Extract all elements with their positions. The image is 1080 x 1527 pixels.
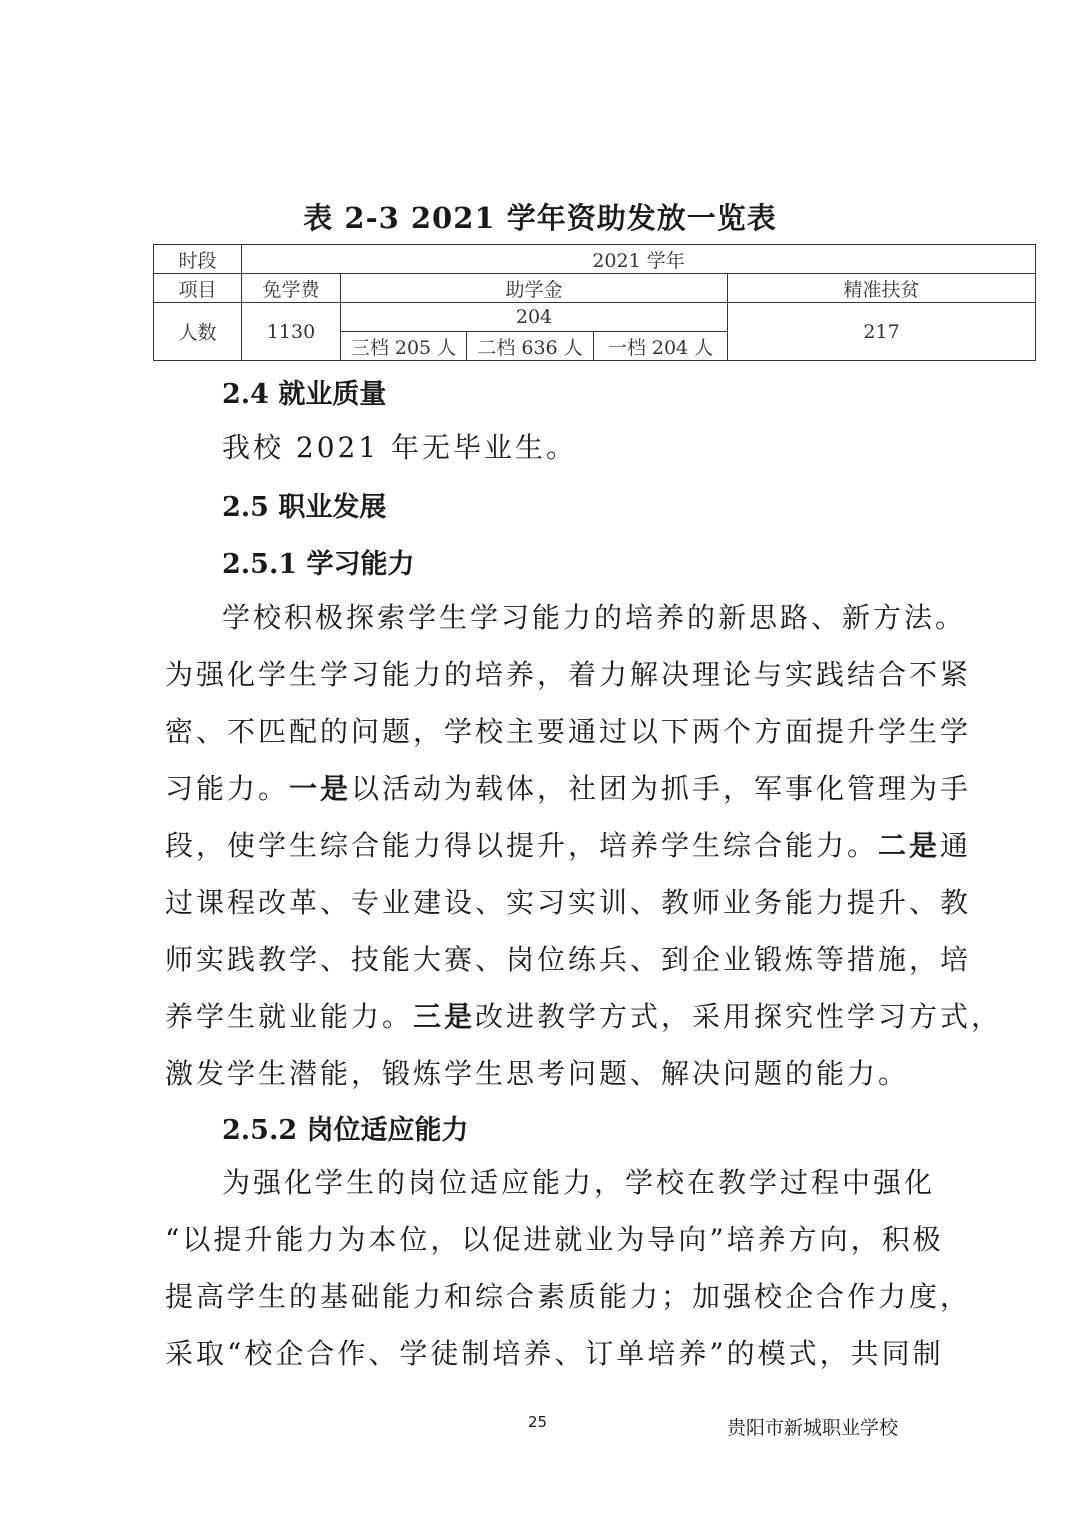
- paragraph-line: 采取“校企合作、学徒制培养、订单培养”的模式，共同制: [165, 1337, 944, 1370]
- point-two-label: 二是: [878, 829, 941, 862]
- paragraph-line: 激发学生潜能，锻炼学生思考问题、解决问题的能力。: [165, 1057, 910, 1090]
- poverty-relief-count: 217: [728, 303, 1036, 361]
- grant-tier1-count: 一档 204 人: [594, 332, 728, 361]
- row-label-item: 项目: [154, 274, 242, 303]
- paragraph-line: 过课程改革、专业建设、实习实训、教师业务能力提升、教: [165, 886, 972, 919]
- header-poverty-relief: 精准扶贫: [728, 274, 1036, 303]
- section-2-5-heading: 2.5 职业发展: [222, 492, 387, 523]
- header-tuition-exemption: 免学费: [242, 274, 341, 303]
- section-2-5-1-paragraph: [165, 589, 1003, 1102]
- section-2-5-1-heading: 2.5.1 学习能力: [222, 549, 415, 580]
- paragraph-line: 为强化学生学习能力的培养，着力解决理论与实践结合不紧: [165, 658, 972, 691]
- school-name-footer: 贵阳市新城职业学校: [727, 1417, 899, 1439]
- grant-tier3-count: 三档 205 人: [341, 332, 467, 361]
- table-row: [154, 274, 1036, 303]
- paragraph-line: 为强化学生的岗位适应能力，学校在教学过程中强化: [222, 1166, 936, 1199]
- header-grant: 助学金: [341, 274, 728, 303]
- paragraph-line: 师实践教学、技能大赛、岗位练兵、到企业锻炼等措施，培: [165, 943, 972, 976]
- paragraph-line: 段，使学生综合能力得以提升，培养学生综合能力。二是通: [165, 829, 972, 862]
- row-label-count: 人数: [154, 303, 242, 361]
- funding-table: [153, 244, 1036, 361]
- row-label-period: 时段: [154, 245, 242, 274]
- point-three-label: 三是: [413, 1000, 476, 1033]
- table-row: [154, 245, 1036, 274]
- paragraph-line: 养学生就业能力。三是改进教学方式，采用探究性学习方式，: [165, 1000, 1003, 1033]
- section-2-5-2-heading: 2.5.2 岗位适应能力: [222, 1115, 469, 1146]
- paragraph-line: 习能力。一是以活动为载体，社团为抓手，军事化管理为手: [165, 772, 972, 805]
- tuition-exemption-count: 1130: [242, 303, 341, 361]
- section-2-5-2-paragraph: [165, 1154, 972, 1382]
- table-caption: 表 2-3 2021 学年资助发放一览表: [303, 201, 777, 235]
- grant-total-count: 204: [341, 303, 728, 332]
- section-2-4-text: 我校 2021 年无毕业生。: [222, 431, 578, 464]
- point-one-label: 一是: [289, 772, 352, 805]
- academic-year-cell: 2021 学年: [242, 245, 1036, 274]
- paragraph-line: 密、不匹配的问题，学校主要通过以下两个方面提升学生学: [165, 715, 972, 748]
- grant-tier2-count: 二档 636 人: [467, 332, 594, 361]
- paragraph-line: 提高学生的基础能力和综合素质能力；加强校企合作力度，: [165, 1280, 972, 1313]
- paragraph-line: “以提升能力为本位，以促进就业为导向”培养方向，积极: [165, 1223, 944, 1256]
- paragraph-line: 学校积极探索学生学习能力的培养的新思路、新方法。: [222, 601, 967, 634]
- page-number: 25: [528, 1413, 548, 1431]
- section-2-4-heading: 2.4 就业质量: [222, 379, 387, 410]
- table-row: [154, 303, 1036, 332]
